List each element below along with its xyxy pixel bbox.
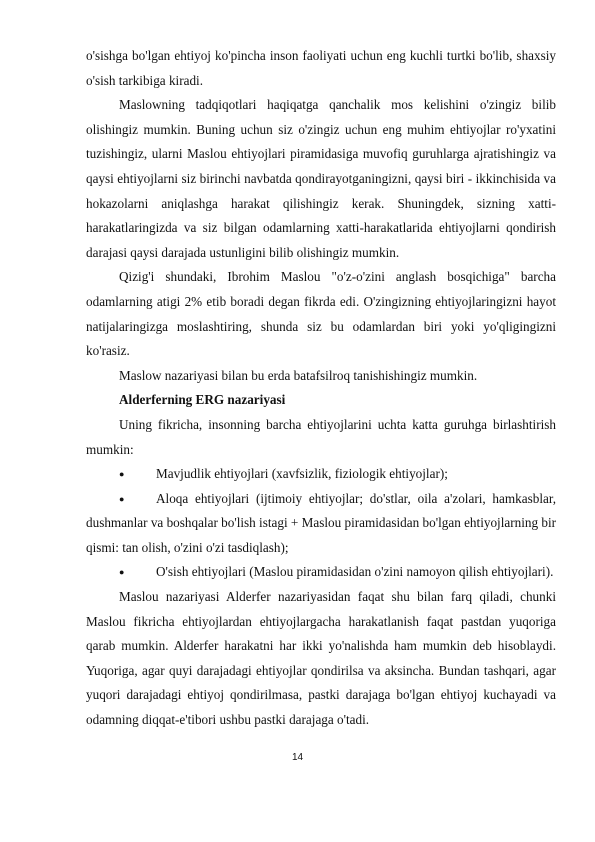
list-item-text: O'sish ehtiyojlari (Maslou piramidasidan o'zini namoyon qilish ehtiyojlari). [156,564,554,580]
list-item-existence [86,462,556,487]
paragraph-maslow-research: Maslowning tadqiqotlari haqiqatga qanchalik mos kelishini o'zingiz bilib olishingiz mumkin. Buning uchun siz o'zingiz uchun eng muhim ehtiyojlar ro'yxatini tuzishingiz, ularni Maslou ehtiyojlari piramidasiga muvofiq guruhlarga ajratishingiz va qaysi ehtiyojlarni siz birinchi navbatda qondirayotganingizni, qaysi biri - ikkinchisida va hokazolarni aniqlashga harakat qilishingiz kerak. Shuningdek, sizning xatti-harakatlaringizda va siz bilgan odamlarning xatti-harakatlarida ehtiyojlarni qondirish darajasi qaysi darajada ustunligini bilib olishingiz mumkin. [86,97,556,260]
section-heading: Alderferning ERG nazariyasi [119,392,286,408]
paragraph-more-info: Maslow nazariyasi bilan bu erda batafsilroq tanishishingiz mumkin. [119,367,478,383]
paragraph-comparison: Maslou nazariyasi Alderfer nazariyasidan faqat shu bilan farq qiladi, chunki Maslou fikricha ehtiyojlardan ehtiyojlargacha harakatlanish faqat pastdan yuqoriga qarab mumkin. Alderfer harakatni har ikki yo'nalishda ham mumkin deb hisoblaydi. Yuqoriga, agar quyi darajadagi ehtiyojlar qondirilsa va aksincha. Bundan tashqari, agar yuqori darajadagi ehtiyoj qondirilmasa, pastki darajaga bo'lgan ehtiyoj kuchayadi va odamning diqqat-e'tibori ushbu pastki darajaga o'tadi. [86,589,556,728]
paragraph-self-actualization: Qizig'i shundaki, Ibrohim Maslou "o'z-o'zini anglash bosqichiga" barcha odamlarning atigi 2% etib boradi degan fikrda edi. O'zingizning ehtiyojlaringizni hayot natijalaringizga moslashtiring, shunda siz bu odamlardan biri yoki yo'qligingizni ko'rasiz. [86,269,556,359]
bullet-icon: ● [119,469,125,480]
paragraph-continuation: o'sishga bo'lgan ehtiyoj ko'pincha inson faoliyati uchun eng kuchli turtki bo'lib, shaxsiy o'sish tarkibiga kiradi. [86,48,556,88]
list-item-text: Aloqa ehtiyojlari (ijtimoiy ehtiyojlar; do'stlar, oila a'zolari, hamkasblar, dushmanlar va boshqalar bo'lish istagi + Maslou piramidasidan bo'lgan ehtiyojlarning bir qismi: tan olish, o'zini o'zi tasdiqlash); [86,490,557,555]
list-item-text: Mavjudlik ehtiyojlari (xavfsizlik, fiziologik ehtiyojlar); [156,466,448,482]
paragraph-erg-intro: Uning fikricha, insonning barcha ehtiyojlarini uchta katta guruhga birlashtirish mumkin: [86,416,556,457]
list-item-growth [86,560,556,585]
list-item-relatedness [86,487,556,561]
bullet-icon: ● [119,567,125,578]
bullet-icon: ● [119,493,125,504]
document-body [86,44,556,733]
page-number: 14 [291,752,304,763]
